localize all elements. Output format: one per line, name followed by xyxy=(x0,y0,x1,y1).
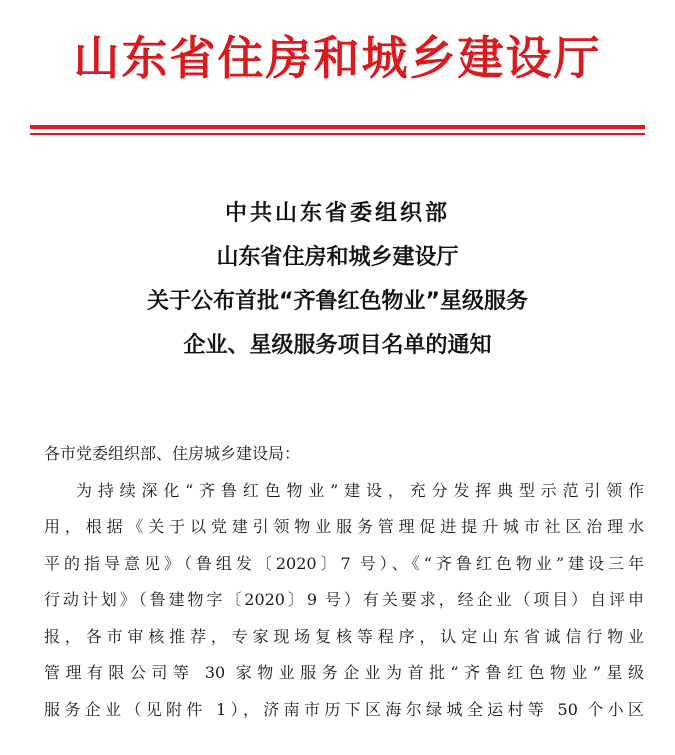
paragraph-line: 报，各市审核推荐，专家现场复核等程序，认定山东省诚信行物业 xyxy=(44,626,644,646)
title-line: 企业、星级服务项目名单的通知 xyxy=(183,333,492,358)
paragraph-line: 行动计划》（鲁建物字〔2020〕9 号）有关要求，经企业（项目）自评申 xyxy=(44,590,644,609)
paragraph-line: 服务企业（见附件 1），济南市历下区海尔绿城全运村等 50 个小区 xyxy=(44,699,644,719)
salutation: 各市党委组织部、住房城乡建设局： xyxy=(44,444,301,463)
title-line: 关于公布首批“齐鲁红色物业”星级服务 xyxy=(147,289,528,314)
masthead-thin-rule xyxy=(30,133,645,135)
masthead-thick-rule xyxy=(30,125,645,129)
paragraph-line: 平的指导意见》（鲁组发〔2020〕7 号）、《“齐鲁红色物业”建设三年 xyxy=(44,553,644,573)
paragraph-line: 用，根据《关于以党建引领物业服务管理促进提升城市社区治理水 xyxy=(44,517,644,536)
paragraph-line: 为持续深化“齐鲁红色物业”建设，充分发挥典型示范引领作 xyxy=(76,480,644,500)
notice-title xyxy=(0,192,675,368)
agency-masthead: 山东省住房和城乡建设厅 xyxy=(73,31,602,85)
paragraph-line: 管理有限公司等 30 家物业服务企业为首批“齐鲁红色物业”星级 xyxy=(44,663,644,682)
title-line: 山东省住房和城乡建设厅 xyxy=(216,245,459,270)
title-line: 中共山东省委组织部 xyxy=(224,201,450,226)
notice-body xyxy=(44,436,644,728)
